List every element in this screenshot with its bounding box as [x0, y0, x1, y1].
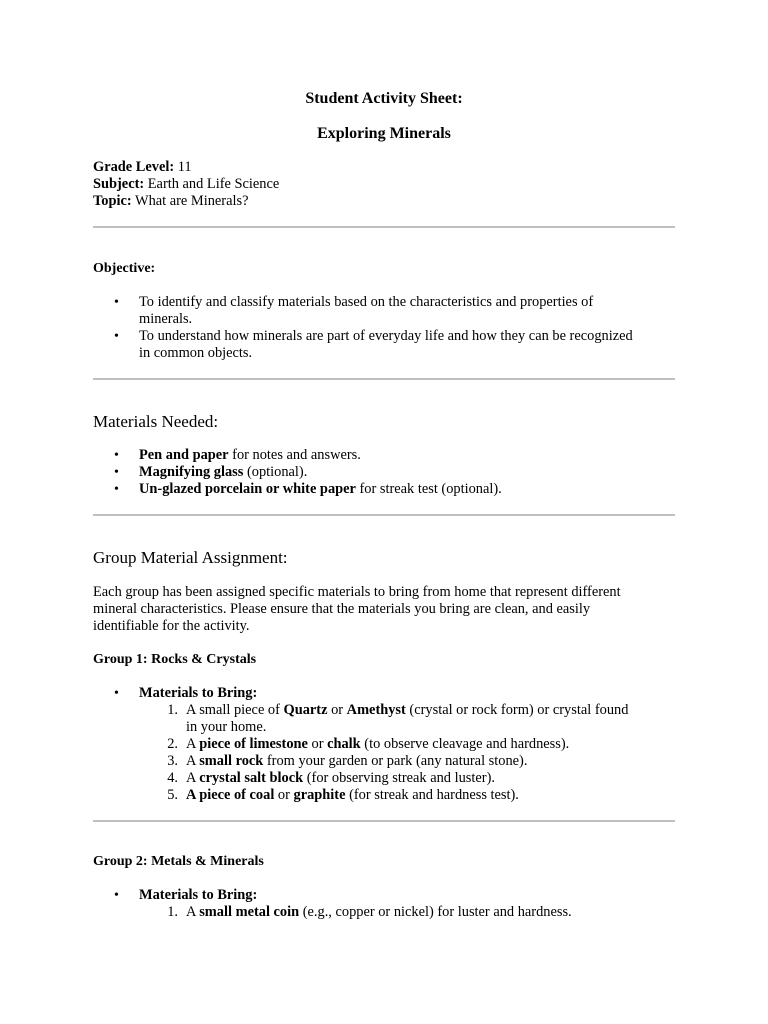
divider [93, 378, 675, 380]
materials-heading: Materials Needed: [93, 412, 219, 431]
divider [93, 514, 675, 516]
page-title: Student Activity Sheet: [305, 90, 463, 107]
item-number: 3. [167, 753, 178, 769]
topic-value: What are Minerals? [131, 193, 249, 209]
topic-label: Topic: [93, 193, 132, 209]
group1-item: A small rock from your garden or park (any natural stone). [186, 753, 528, 769]
group1-item: A crystal salt block (for observing streak and luster). [186, 770, 495, 786]
item-number: 1. [167, 702, 178, 718]
bullet-icon: • [114, 448, 119, 463]
topic-line [93, 193, 248, 210]
item-number: 5. [167, 787, 178, 803]
divider [93, 820, 675, 822]
grade-level-label: Grade Level: [93, 159, 175, 175]
subject-value: Earth and Life Science [144, 176, 280, 192]
grade-level-value: 11 [174, 159, 192, 175]
group2-item: A small metal coin (e.g., copper or nickel) for luster and hardness. [186, 904, 572, 920]
assignment-paragraph: Each group has been assigned specific materials to bring from home that represent different mineral characteristics. Please ensure that the materials you bring are clean, and easily identifiable for the activity. [93, 584, 621, 634]
bullet-icon: • [114, 295, 119, 310]
page-subtitle: Exploring Minerals [317, 125, 451, 142]
bullet-icon: • [114, 888, 119, 903]
objective-item: To identify and classify materials based on the characteristics and properties of [139, 294, 594, 310]
objective-item: To understand how minerals are part of everyday life and how they can be recognized [139, 328, 633, 344]
divider [93, 226, 675, 228]
group1-item-cont: in your home. [186, 719, 267, 735]
materials-to-bring-label: Materials to Bring: [139, 887, 258, 903]
bullet-icon: • [114, 329, 119, 344]
subject-label: Subject: [93, 176, 145, 192]
materials-item: Pen and paper for notes and answers. [139, 447, 361, 463]
materials-item: Magnifying glass (optional). [139, 464, 308, 480]
item-number: 1. [167, 904, 178, 920]
item-number: 4. [167, 770, 178, 786]
group1-item: A piece of coal or graphite (for streak and hardness test). [186, 787, 519, 803]
objective-item-cont: in common objects. [139, 345, 253, 361]
group1-item: A small piece of Quartz or Amethyst (crystal or rock form) or crystal found [186, 702, 629, 718]
group-assignment-heading: Group Material Assignment: [93, 548, 288, 567]
objective-heading: Objective: [93, 261, 156, 276]
group1-heading: Group 1: Rocks & Crystals [93, 652, 257, 667]
bullet-icon: • [114, 686, 119, 701]
item-number: 2. [167, 736, 178, 752]
grade-level-line [93, 159, 192, 176]
group2-heading: Group 2: Metals & Minerals [93, 854, 264, 869]
materials-item: Un-glazed porcelain or white paper for streak test (optional). [139, 481, 502, 497]
bullet-icon: • [114, 482, 119, 497]
objective-item-cont: minerals. [139, 311, 193, 327]
group1-item: A piece of limestone or chalk (to observe cleavage and hardness). [186, 736, 570, 752]
subject-line [93, 176, 279, 193]
materials-to-bring-label: Materials to Bring: [139, 685, 258, 701]
bullet-icon: • [114, 465, 119, 480]
